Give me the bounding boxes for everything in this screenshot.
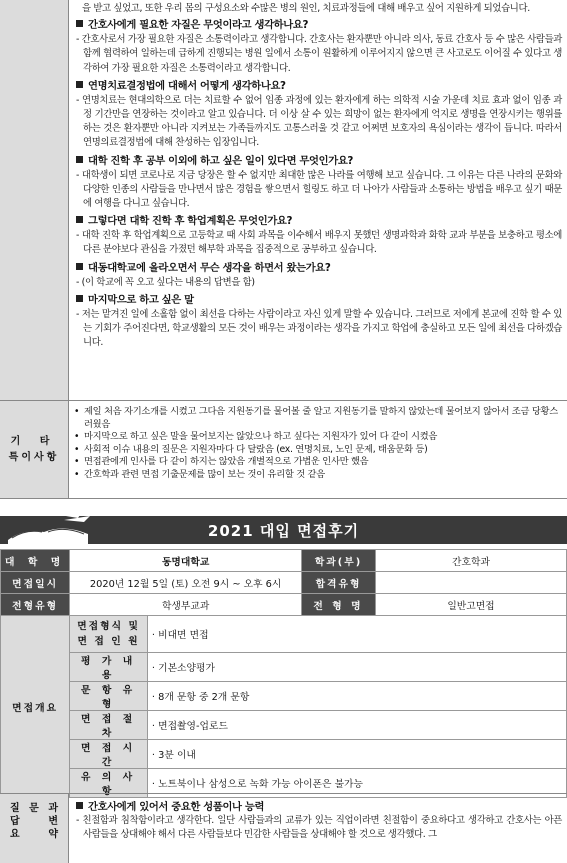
university-value: 동명대학교 [70, 550, 302, 572]
answer: - (이 학교에 꼭 오고 싶다는 내용의 답변을 함) [76, 276, 255, 288]
etc-label: 기 타 특이사항 [0, 401, 69, 498]
overview-item-label: 유 의 사 항 [70, 769, 148, 798]
overview-item-label: 면 접 절 차 [70, 711, 148, 740]
page-title: 2021 대입 면접후기 [207, 521, 360, 540]
dept-value: 간호학과 [375, 550, 566, 572]
qa-intro-text: 을 받고 싶었고, 또한 우리 몸의 구성요소와 수많은 병의 원인, 치료과정들에 대해 배우고 싶어 지원하게 되었습니다. [82, 3, 530, 14]
overview-item-value: · 8개 문항 중 2개 문항 [147, 682, 566, 711]
list-item: • 마지막으로 하고 싶은 말을 물어보지는 않았으나 하고 싶다는 지원자가 있어 다 같이 시켰음 [74, 431, 438, 443]
overview-item-value: · 3분 이내 [147, 740, 566, 769]
etc-notes-row [0, 400, 567, 499]
overview-item-value: · 노트북이나 삼성으로 녹화 가능 아이폰은 불가능 [147, 769, 566, 798]
overview-item-value: · 기본소양평가 [147, 653, 566, 682]
square-bullet-icon [76, 81, 83, 88]
answer: - 대학생이 되면 코로나로 지금 당장은 할 수 없지만 최대한 많은 나라를 여행해 보고 싶습니다. 그 이유는 다른 나라의 문화와 다양한 인종의 사람들을 만나면서 많은 경험을 쌓으면서 힐링도 하고 더 나아가 사람들과 소통하는 방법을 배우고 싶기 때문에 여행을 다니고 싶습니다. [76, 169, 562, 210]
overview-item-value: · 비대면 면접 [147, 616, 566, 653]
etc-list [74, 406, 562, 482]
admission-label: 전 형 명 [302, 594, 376, 616]
pass-type-value [375, 572, 566, 594]
interview-info-table [0, 549, 567, 798]
table-row [1, 682, 567, 711]
table-row [1, 572, 567, 594]
square-bullet-icon [76, 20, 83, 27]
dept-label: 학과(부) [302, 550, 376, 572]
square-bullet-icon [76, 802, 83, 809]
list-item: • 간호학과 관련 면접 기출문제를 많이 보는 것이 유리할 것 같음 [74, 468, 325, 480]
question: 간호사에게 있어서 중요한 성품이나 능력 [76, 800, 562, 814]
bullet-icon: • [74, 468, 80, 480]
qa-content [76, 2, 562, 353]
header-banner [0, 510, 567, 544]
question: 간호사에게 필요한 자질은 무엇이라고 생각하나요? [76, 18, 562, 33]
table-row [1, 740, 567, 769]
list-item: • 사회적 이슈 내용의 질문은 지원자마다 다 달랐음 (ex. 연명치료, 노인 문제, 태움문화 등) [74, 443, 428, 455]
qa-summary-content [76, 800, 562, 843]
question: 연명치료결정법에 대해서 어떻게 생각하나요? [76, 79, 562, 94]
overview-label: 면접개요 [1, 616, 70, 798]
question: 대동대학교에 올라오면서 무슨 생각을 하면서 왔는가요? [76, 261, 562, 276]
table-row [1, 550, 567, 572]
answer: - 연명치료는 현대의학으로 더는 치료할 수 없어 임종 과정에 있는 환자에게 하는 의학적 시술 가운데 치료 효과 없이 임종 과정 기간만을 연장하는 것이라고 알고 있습니다. 더 이상 살 수 있는 희망이 없는 환자에게 억지로 생명을 연장시키는 행위를 하는 것은 환자뿐만 아니라 지켜보는 가족들까지도 고통스러울 것 같고 어쩌면 보호자의 욕심이라는 생각이 듭니다. 따라서 연명의료결정법에 대해 찬성하는 입장입니다. [76, 94, 562, 149]
list-item: • 제일 처음 자기소개를 시켰고 그다음 지원동기를 물어볼 줄 알고 지원동기를 말하지 않았는데 물어보지 않아서 조금 당황스러웠음 [74, 406, 558, 430]
bullet-icon: • [74, 431, 80, 443]
pass-type-label: 합격유형 [302, 572, 376, 594]
square-bullet-icon [76, 216, 83, 223]
overview-item-label: 평 가 내 용 [70, 653, 148, 682]
answer: - 대학 진학 후 학업계획으로 고등학교 때 사회 과목을 이수해서 배우지 못했던 생명과학과 화학 교과 부분을 보충하고 평소에 다른 분야보다 관심을 가졌던 해부학 과목을 집중적으로 공부하고 싶습니다. [76, 230, 562, 256]
table-row [1, 594, 567, 616]
square-bullet-icon [76, 263, 83, 270]
overview-item-label: 문 항 유 형 [70, 682, 148, 711]
overview-item-value: · 면접촬영-업로드 [147, 711, 566, 740]
overview-item-label: 면접형식 및 면 접 인 원 [70, 616, 148, 653]
bullet-icon: • [74, 443, 80, 455]
qa-summary-label: 질 문 과 답 변 요 약 [0, 794, 69, 863]
square-bullet-icon [76, 295, 83, 302]
table-row [1, 653, 567, 682]
bullet-icon: • [74, 406, 80, 417]
university-label: 대 학 명 [1, 550, 70, 572]
question: 그렇다면 대학 진학 후 학업계획은 무엇인가요? [76, 214, 562, 229]
table-row [1, 616, 567, 653]
date-label: 면접일시 [1, 572, 70, 594]
table-row [1, 711, 567, 740]
answer: - 저는 맡겨진 일에 소홀함 없이 최선을 다하는 사람이라고 자신 있게 말할 수 있습니다. 그러므로 저에게 본교에 진학 할 수 있는 기회가 주어진다면, 학교생활의 모든 것이 배우는 과정이라는 생각을 가지고 학업에 충실하고 모든 일에 최선을 다하겠습니다. [76, 308, 562, 349]
question: 마지막으로 하고 싶은 말 [76, 293, 562, 308]
list-item: • 면접관에게 인사를 다 같이 하지는 않았음 개별적으로 가볍운 인사만 했음 [74, 456, 369, 468]
date-value: 2020년 12월 5일 (토) 오전 9시 ~ 오후 6시 [70, 572, 302, 594]
overview-item-label: 면 접 시 간 [70, 740, 148, 769]
qa-summary-section [0, 793, 567, 863]
answer: - 간호사로서 가장 필요한 자질은 소통력이라고 생각합니다. 간호사는 환자뿐만 아니라 의사, 동료 간호사 등 수 많은 사람들과 함께 협력하여 일하는데 급하게 진행되는 병원 일에서 소통이 원활하게 이루어지지 않으면 큰 사고로도 이어질 수 있다고 생각하여 가장 필요한 자질은 소통력이라고 생각합니다. [76, 34, 562, 74]
admission-value: 일반고면접 [375, 594, 566, 616]
square-bullet-icon [76, 156, 83, 163]
question: 대학 진학 후 공부 이외에 하고 싶은 일이 있다면 무엇인가요? [76, 154, 562, 169]
type-label: 전형유형 [1, 594, 70, 616]
type-value: 학생부교과 [70, 594, 302, 616]
bullet-icon: • [74, 456, 80, 468]
answer: - 친절함과 침착함이라고 생각한다. 일단 사람들과의 교류가 있는 직업이라면 친절함이 중요하다고 생각하고 간호사는 아픈 사람들을 상대해야 해서 다른 사람들보다 민감한 사람들을 상대해야 할 것으로 생각했다. 그 [76, 815, 562, 841]
